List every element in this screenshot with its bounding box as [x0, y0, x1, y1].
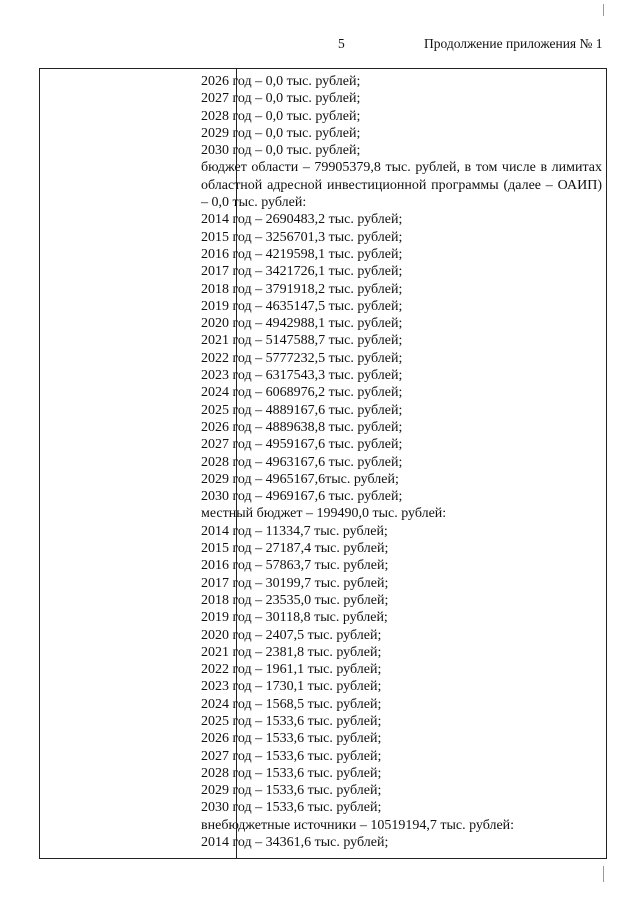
scan-mark	[603, 866, 604, 882]
year-line: 2022 год – 1961,1 тыс. рублей;	[201, 662, 382, 678]
year-line: 2017 год – 30199,7 тыс. рублей;	[201, 575, 389, 591]
year-line: 2030 год – 4969167,6 тыс. рублей;	[201, 489, 403, 505]
year-line: 2027 год – 4959167,6 тыс. рублей;	[201, 437, 403, 453]
year-line: 2026 год – 0,0 тыс. рублей;	[201, 74, 361, 89]
year-line: 2014 год – 2690483,2 тыс. рублей;	[201, 212, 403, 228]
page-number: 5	[338, 36, 345, 51]
year-line: 2029 год – 4965167,6тыс. рублей;	[201, 471, 399, 487]
year-line: 2016 год – 4219598,1 тыс. рублей;	[201, 246, 403, 262]
year-line: 2024 год – 6068976,2 тыс. рублей;	[201, 385, 403, 401]
year-line: 2021 год – 2381,8 тыс. рублей;	[201, 644, 382, 660]
year-line: 2020 год – 2407,5 тыс. рублей;	[201, 627, 382, 643]
year-line: 2030 год – 1533,6 тыс. рублей;	[201, 800, 382, 816]
year-line: 2016 год – 57863,7 тыс. рублей;	[201, 558, 389, 574]
year-line: 2017 год – 3421726,1 тыс. рублей;	[201, 264, 403, 280]
funding-text-cell	[201, 73, 602, 851]
year-line: 2025 год – 1533,6 тыс. рублей;	[201, 713, 382, 729]
regional-budget-intro: бюджет области – 79905379,8 тыс. рублей, в том числе в лимитах областной адресной инвестиционной программы (далее – ОАИП) – 0,0 тыс. рублей:	[201, 160, 602, 211]
year-line: 2014 год – 11334,7 тыс. рублей;	[201, 523, 388, 539]
year-line: 2029 год – 0,0 тыс. рублей;	[201, 125, 361, 141]
year-line: 2020 год – 4942988,1 тыс. рублей;	[201, 316, 403, 332]
scan-mark	[603, 4, 604, 16]
extrabudget-years-list	[201, 834, 602, 851]
year-line: 2027 год – 0,0 тыс. рублей;	[201, 91, 361, 107]
year-line: 2026 год – 1533,6 тыс. рублей;	[201, 731, 382, 747]
year-line: 2019 год – 4635147,5 тыс. рублей;	[201, 298, 403, 314]
year-line: 2019 год – 30118,8 тыс. рублей;	[201, 610, 388, 626]
year-line: 2026 год – 4889638,8 тыс. рублей;	[201, 419, 403, 435]
year-line: 2021 год – 5147588,7 тыс. рублей;	[201, 333, 403, 349]
year-line: 2024 год – 1568,5 тыс. рублей;	[201, 696, 382, 712]
local-budget-intro: местный бюджет – 199490,0 тыс. рублей:	[201, 506, 447, 522]
year-line: 2015 год – 27187,4 тыс. рублей;	[201, 541, 389, 557]
continuation-label: Продолжение приложения № 1	[424, 36, 603, 51]
year-line: 2023 год – 1730,1 тыс. рублей;	[201, 679, 382, 695]
funding-table	[39, 68, 607, 859]
year-line: 2025 год – 4889167,6 тыс. рублей;	[201, 402, 403, 418]
year-line: 2029 год – 1533,6 тыс. рублей;	[201, 783, 382, 799]
year-line: 2022 год – 5777232,5 тыс. рублей;	[201, 350, 403, 366]
regional-years-list	[201, 211, 602, 505]
extrabudget-intro: внебюджетные источники – 10519194,7 тыс. рублей:	[201, 817, 515, 833]
top-years-list	[201, 73, 602, 159]
year-line: 2028 год – 4963167,6 тыс. рублей;	[201, 454, 403, 470]
year-line: 2030 год – 0,0 тыс. рублей;	[201, 143, 361, 159]
year-line: 2027 год – 1533,6 тыс. рублей;	[201, 748, 382, 764]
year-line: 2023 год – 6317543,3 тыс. рублей;	[201, 368, 403, 384]
year-line: 2018 год – 23535,0 тыс. рублей;	[201, 592, 389, 608]
year-line: 2015 год – 3256701,3 тыс. рублей;	[201, 229, 403, 245]
year-line: 2028 год – 0,0 тыс. рублей;	[201, 108, 361, 124]
local-years-list	[201, 523, 602, 817]
year-line: 2018 год – 3791918,2 тыс. рублей;	[201, 281, 403, 297]
year-line: 2014 год – 34361,6 тыс. рублей;	[201, 835, 389, 851]
year-line: 2028 год – 1533,6 тыс. рублей;	[201, 765, 382, 781]
